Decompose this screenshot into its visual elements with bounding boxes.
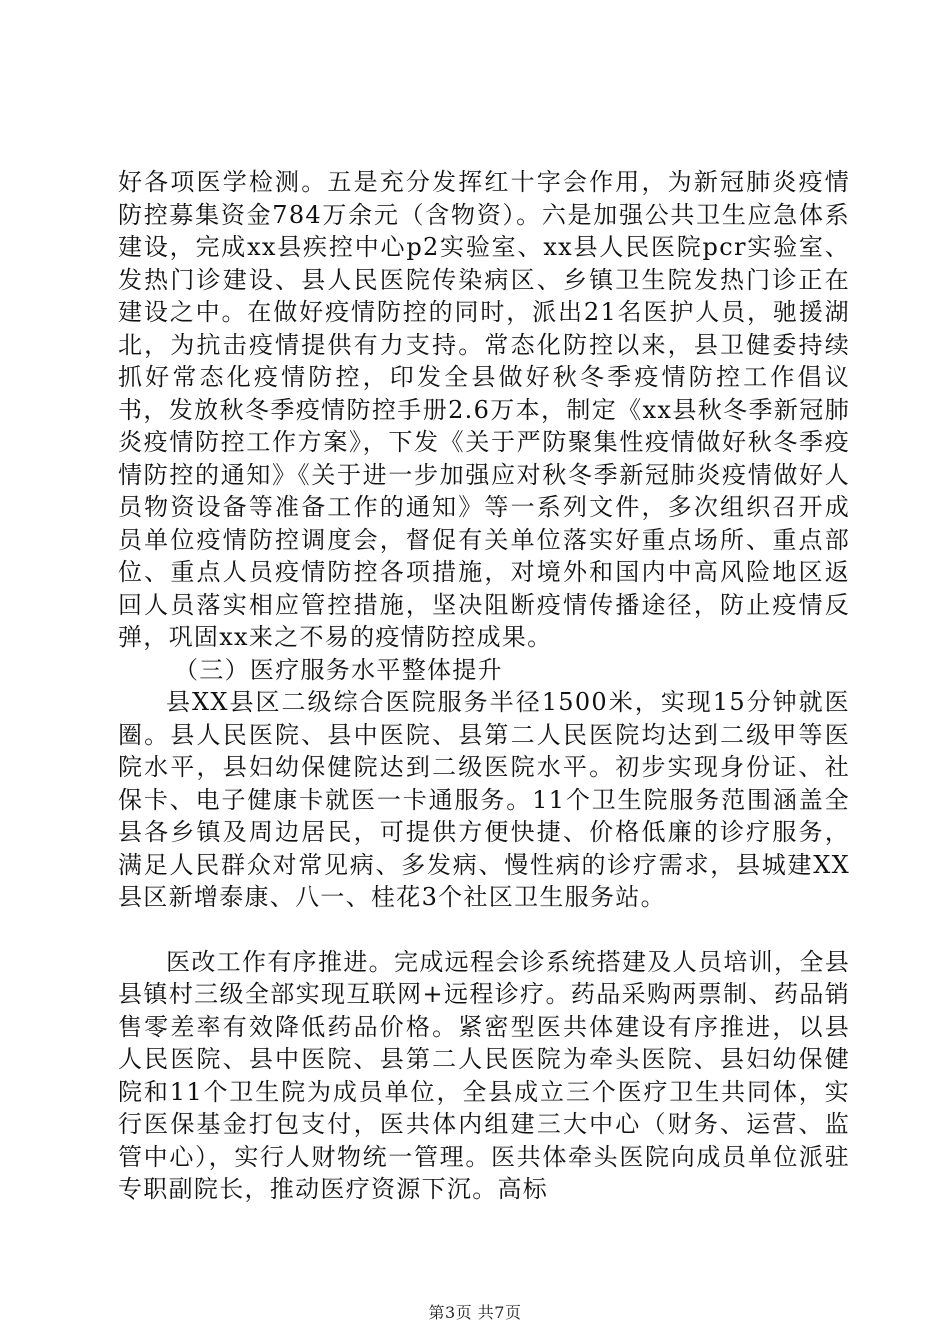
paragraph-spacer <box>118 914 850 946</box>
document-body <box>118 166 850 1206</box>
paragraph-epidemic-control: 好各项医学检测。五是充分发挥红十字会作用，为新冠肺炎疫情防控募集资金784万余元（含物资）。六是加强公共卫生应急体系建设，完成xx县疾控中心p2实验室、xx县人民医院pcr实验室、发热门诊建设、县人民医院传染病区、乡镇卫生院发热门诊正在建设之中。在做好疫情防控的同时，派出21名医护人员，驰援湖北，为抗击疫情提供有力支持。常态化防控以来，县卫健委持续抓好常态化疫情防控，印发全县做好秋冬季疫情防控工作倡议书，发放秋冬季疫情防控手册2.6万本，制定《xx县秋冬季新冠肺炎疫情防控工作方案》，下发《关于严防聚集性疫情做好秋冬季疫情防控的通知》《关于进一步加强应对秋冬季新冠肺炎疫情做好人员物资设备等准备工作的通知》等一系列文件，多次组织召开成员单位疫情防控调度会，督促有关单位落实好重点场所、重点部位、重点人员疫情防控各项措施，对境外和国内中高风险地区返回人员落实相应管控措施，坚决阻断疫情传播途径，防止疫情反弹，巩固xx来之不易的疫情防控成果。 <box>118 168 850 651</box>
page-number-footer: 第3页 共7页 <box>428 1303 522 1322</box>
paragraph-medical-reform: 医改工作有序推进。完成远程会诊系统搭建及人员培训，全县县镇村三级全部实现互联网+远程诊疗。药品采购两票制、药品销售零差率有效降低药品价格。紧密型医共体建设有序推进，以县人民医院、县中医院、县第二人民医院为牵头医院、县妇幼保健院和11个卫生院为成员单位，全县成立三个医疗卫生共同体，实行医保基金打包支付，医共体内组建三大中心（财务、运营、监管中心），实行人财物统一管理。医共体牵头医院向成员单位派驻专职副院长，推动医疗资源下沉。高标 <box>118 947 850 1203</box>
section-heading-medical-service: （三）医疗服务水平整体提升 <box>174 655 503 684</box>
paragraph-medical-service: 县XX县区二级综合医院服务半径1500米，实现15分钟就医圈。县人民医院、县中医院、县第二人民医院均达到二级甲等医院水平，县妇幼保健院达到二级医院水平。初步实现身份证、社保卡、电子健康卡就医一卡通服务。11个卫生院服务范围涵盖全县各乡镇及周边居民，可提供方便快捷、价格低廉的诊疗服务，满足人民群众对常见病、多发病、慢性病的诊疗需求，县城建XX县区新增泰康、八一、桂花3个社区卫生服务站。 <box>118 688 850 911</box>
